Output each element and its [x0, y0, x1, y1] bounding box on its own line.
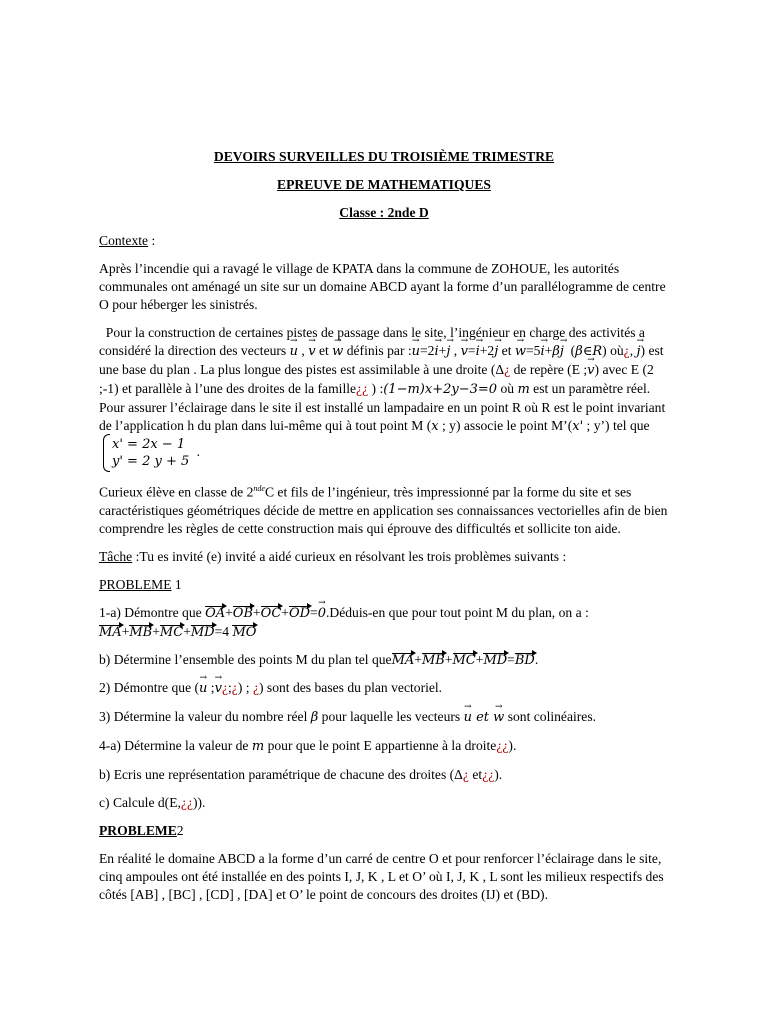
probleme1-heading: PROBLEME 1 — [99, 576, 182, 592]
probleme1-q4a: 4-a) Détermine la valeur de m pour que le point E appartienne à la droite¿¿). — [99, 737, 517, 754]
contexte-label: Contexte — [99, 233, 149, 248]
probleme1-q1b: b) Détermine l’ensemble des points M du plan tel queMA+MB+MC+MD=BD. — [99, 651, 539, 668]
probleme1-q4c: c) Calcule d(E,¿¿)). — [99, 794, 206, 810]
contexte-heading: Contexte : — [99, 233, 156, 248]
transformation-system: x' = 2x − 1 y' = 2 y + 5 — [103, 436, 189, 470]
document-page — [99, 148, 669, 914]
probleme1-q4b: b) Ecris une représentation paramétrique de chacune des droites (Δ¿ et¿¿). — [99, 766, 503, 782]
probleme1-q1a: 1-a) Démontre que OA+OB+OC+OD=→ 0.Déduis-en que pour tout point M du plan, on a : MA+MB+MC+MD=4 MO — [99, 604, 669, 641]
probleme1-q3: 3) Détermine la valeur du nombre réel β pour laquelle les vecteurs → u et → w sont colinéaires. — [99, 708, 669, 727]
contexte-paragraph-1: Après l’incendie qui a ravagé le village de KPATA dans la commune de ZOHOUE, les autorités communales ont aménagé un site sur un domaine ABCD ayant la forme d’un parallélogramme de centre O pour héberger les sinistrés. — [99, 261, 666, 312]
probleme2-heading: PROBLEME2 — [99, 822, 184, 838]
contexte-paragraph-2: Pour la construction de certaines pistes de passage dans le site, l’ingénieur en charge des activités a considéré la direction des vecteurs → u , → v et → w définis par :→ u=2→ i+→ j , → v=→ i+2→ j et → w=5→ i+β→ j (β∈R) où¿, → j) est une base du plan . La plus longue des pistes est assimilable à une droite (Δ¿ de repère (E ;→ v) avec E (2 ;-1) et parallèle à l’une des droites de la famille¿¿ ) :(1−m)x+2y−3=0 où m est un paramètre réel. Pour assurer l’éclairage dans le site il est installé un lampadaire en un point R où R est le point invariant de l’application h du plan dans lui-même qui à tout point M (x ; y) associe le point M’(x' ; y’) tel que x' = 2x − 1 y' = 2 y + 5 . — [99, 324, 669, 470]
contexte-paragraph-3: Curieux élève en classe de 2ndeC et fils de l’ingénieur, très impressionné par la forme du site et ses caractéristiques géométriques décide de mettre en application ses connaissances vectorielles afin de bien comprendre les règles de cette construction mais qui éprouve des difficultés et sollicite ton aide. — [99, 484, 668, 536]
probleme2-paragraph: En réalité le domaine ABCD a la forme d’un carré de centre O et pour renforcer l’éclairage dans le site, cinq ampoules ont été installée en des points I, J, K , L et O’ où I, J, K , L sont les milieux respectifs des côtés [AB] , [BC] , [CD] , [DA] et O’ le point de concours des droites (IJ) et (BD). — [99, 850, 664, 902]
title-classe: Classe : 2nde D — [339, 205, 429, 220]
tache-paragraph: Tâche :Tu es invité (e) invité a aidé curieux en résolvant les trois problèmes suivants : — [99, 548, 567, 564]
probleme1-q2: 2) Démontre que (→ u ;→ v¿;¿) ; ¿) sont des bases du plan vectoriel. — [99, 679, 669, 698]
title-epreuve: EPREUVE DE MATHEMATIQUES — [277, 177, 491, 192]
title-devoirs: DEVOIRS SURVEILLES DU TROISIÈME TRIMESTRE — [213, 149, 555, 164]
